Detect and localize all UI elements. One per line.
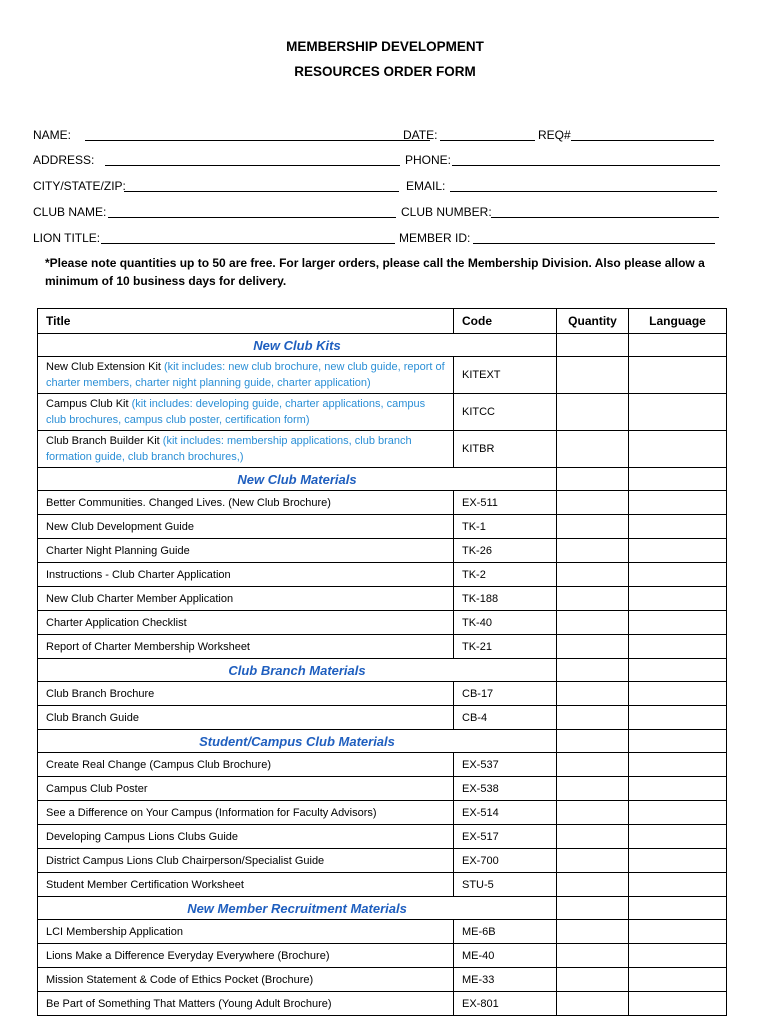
quantity-cell[interactable]	[557, 873, 629, 897]
quantity-cell[interactable]	[557, 611, 629, 635]
date-label: DATE:	[403, 128, 438, 142]
header-language: Language	[629, 309, 727, 334]
item-title-cell	[38, 753, 454, 777]
form-title-line-1: MEMBERSHIP DEVELOPMENT	[286, 39, 484, 54]
item-title: Campus Club Poster	[46, 782, 148, 795]
club-name-field[interactable]	[108, 217, 396, 218]
item-code: TK-1	[454, 515, 557, 539]
table-header-row	[38, 309, 727, 334]
table-row	[38, 849, 727, 873]
table-row	[38, 491, 727, 515]
section-heading: Student/Campus Club Materials	[38, 730, 557, 753]
item-title: Charter Application Checklist	[46, 616, 187, 629]
language-cell[interactable]	[629, 825, 727, 849]
quantity-cell[interactable]	[557, 920, 629, 944]
item-title: Be Part of Something That Matters (Young Adult Brochure)	[46, 997, 332, 1010]
quantity-cell[interactable]	[557, 515, 629, 539]
item-code: KITEXT	[454, 357, 557, 394]
table-row	[38, 968, 727, 992]
item-title-cell	[38, 539, 454, 563]
item-code: EX-517	[454, 825, 557, 849]
section-row	[38, 468, 727, 491]
quantity-cell[interactable]	[557, 491, 629, 515]
item-code: EX-537	[454, 753, 557, 777]
language-cell[interactable]	[629, 611, 727, 635]
item-title-cell	[38, 394, 454, 431]
order-table	[37, 308, 727, 1016]
section-spacer-cell	[557, 334, 629, 357]
language-cell[interactable]	[629, 753, 727, 777]
field-row-lion	[33, 228, 723, 248]
item-code: ME-33	[454, 968, 557, 992]
header-quantity: Quantity	[557, 309, 629, 334]
table-row	[38, 587, 727, 611]
item-code: ME-40	[454, 944, 557, 968]
section-spacer-cell	[557, 730, 629, 753]
quantity-cell[interactable]	[557, 587, 629, 611]
quantity-cell[interactable]	[557, 944, 629, 968]
item-title: Developing Campus Lions Clubs Guide	[46, 830, 238, 843]
quantity-cell[interactable]	[557, 706, 629, 730]
section-spacer-cell	[629, 897, 727, 920]
club-name-label: CLUB NAME:	[33, 205, 107, 219]
address-field[interactable]	[105, 165, 400, 166]
language-cell[interactable]	[629, 801, 727, 825]
club-number-field[interactable]	[491, 217, 719, 218]
item-title: LCI Membership Application	[46, 925, 183, 938]
quantity-cell[interactable]	[557, 635, 629, 659]
section-heading: New Club Materials	[38, 468, 557, 491]
section-row	[38, 897, 727, 920]
quantity-cell[interactable]	[557, 753, 629, 777]
item-title: New Club Extension Kit	[46, 361, 161, 373]
table-row	[38, 944, 727, 968]
name-label: NAME:	[33, 128, 72, 142]
quantity-cell[interactable]	[557, 431, 629, 468]
language-cell[interactable]	[629, 587, 727, 611]
language-cell[interactable]	[629, 563, 727, 587]
table-row	[38, 682, 727, 706]
item-code: TK-21	[454, 635, 557, 659]
language-cell[interactable]	[629, 992, 727, 1016]
quantity-cell[interactable]	[557, 539, 629, 563]
quantity-cell[interactable]	[557, 777, 629, 801]
section-row	[38, 334, 727, 357]
item-title: Create Real Change (Campus Club Brochure)	[46, 758, 271, 771]
item-code: TK-26	[454, 539, 557, 563]
language-cell[interactable]	[629, 777, 727, 801]
kit-contents-note: (kit includes: new club brochure, new club guide, report of charter members, charter night planning guide, charter application)	[46, 361, 445, 389]
quantity-cell[interactable]	[557, 394, 629, 431]
quantity-cell[interactable]	[557, 849, 629, 873]
club-number-label: CLUB NUMBER:	[401, 205, 492, 219]
item-title-cell	[38, 587, 454, 611]
item-title-cell	[38, 801, 454, 825]
field-row-name	[33, 125, 723, 145]
item-title: See a Difference on Your Campus (Information for Faculty Advisors)	[46, 806, 377, 819]
section-spacer-cell	[557, 897, 629, 920]
item-code: ME-6B	[454, 920, 557, 944]
item-title: Lions Make a Difference Everyday Everywhere (Brochure)	[46, 949, 330, 962]
item-title-cell	[38, 515, 454, 539]
item-title: Instructions - Club Charter Application	[46, 568, 231, 581]
language-cell[interactable]	[629, 849, 727, 873]
section-row	[38, 730, 727, 753]
item-title-cell	[38, 563, 454, 587]
quantity-cell[interactable]	[557, 801, 629, 825]
phone-label: PHONE:	[405, 153, 452, 167]
member-id-field[interactable]	[473, 243, 715, 244]
item-code: TK-40	[454, 611, 557, 635]
item-title-cell	[38, 944, 454, 968]
order-table-body	[38, 334, 727, 1016]
item-title-cell	[38, 968, 454, 992]
language-cell[interactable]	[629, 873, 727, 897]
email-field[interactable]	[450, 191, 717, 192]
section-row	[38, 659, 727, 682]
item-title: Campus Club Kit	[46, 398, 129, 410]
section-spacer-cell	[557, 468, 629, 491]
item-title-cell	[38, 825, 454, 849]
item-title: Better Communities. Changed Lives. (New Club Brochure)	[46, 496, 331, 509]
req-field[interactable]	[571, 140, 714, 141]
quantity-cell[interactable]	[557, 968, 629, 992]
section-spacer-cell	[629, 730, 727, 753]
table-row	[38, 635, 727, 659]
section-spacer-cell	[629, 468, 727, 491]
item-title-cell	[38, 682, 454, 706]
item-title-cell	[38, 992, 454, 1016]
table-row	[38, 431, 727, 468]
date-field[interactable]	[440, 140, 535, 141]
item-code: EX-801	[454, 992, 557, 1016]
address-label: ADDRESS:	[33, 153, 95, 167]
table-row	[38, 563, 727, 587]
item-title: Club Branch Guide	[46, 711, 139, 724]
language-cell[interactable]	[629, 944, 727, 968]
item-code: EX-538	[454, 777, 557, 801]
quantity-cell[interactable]	[557, 563, 629, 587]
item-title: Club Branch Brochure	[46, 687, 155, 700]
section-heading: New Member Recruitment Materials	[38, 897, 557, 920]
item-code: CB-17	[454, 682, 557, 706]
name-field[interactable]	[85, 140, 430, 141]
section-spacer-cell	[557, 659, 629, 682]
section-heading: Club Branch Materials	[38, 659, 557, 682]
item-title-cell	[38, 777, 454, 801]
item-code: STU-5	[454, 873, 557, 897]
item-code: KITBR	[454, 431, 557, 468]
language-cell[interactable]	[629, 491, 727, 515]
item-code: EX-511	[454, 491, 557, 515]
table-row	[38, 825, 727, 849]
item-title: District Campus Lions Club Chairperson/Specialist Guide	[46, 854, 325, 867]
section-spacer-cell	[629, 659, 727, 682]
quantity-note: *Please note quantities up to 50 are free. For larger orders, please call the Membership Division. Also please allow a minimum of 10 business days for delivery.	[45, 256, 705, 288]
item-code: TK-2	[454, 563, 557, 587]
item-title-cell	[38, 873, 454, 897]
item-code: EX-514	[454, 801, 557, 825]
item-title-cell	[38, 635, 454, 659]
item-title-cell	[38, 431, 454, 468]
table-row	[38, 873, 727, 897]
item-title: Student Member Certification Worksheet	[46, 878, 244, 891]
item-title-cell	[38, 849, 454, 873]
field-row-city	[33, 176, 723, 196]
header-title: Title	[38, 309, 454, 334]
item-code: CB-4	[454, 706, 557, 730]
field-row-club	[33, 202, 723, 222]
item-title: Report of Charter Membership Worksheet	[46, 640, 250, 653]
form-title-line-2: RESOURCES ORDER FORM	[294, 64, 476, 79]
quantity-cell[interactable]	[557, 682, 629, 706]
lion-title-field[interactable]	[101, 243, 395, 244]
kit-contents-note: (kit includes: developing guide, charter applications, campus club brochures, campus club poster, certification form)	[46, 398, 426, 426]
language-cell[interactable]	[629, 394, 727, 431]
section-heading: New Club Kits	[38, 334, 557, 357]
language-cell[interactable]	[629, 635, 727, 659]
item-title-cell	[38, 357, 454, 394]
section-spacer-cell	[629, 334, 727, 357]
table-row	[38, 920, 727, 944]
lion-title-label: LION TITLE:	[33, 231, 101, 245]
item-title-cell	[38, 611, 454, 635]
member-id-label: MEMBER ID:	[399, 231, 471, 245]
language-cell[interactable]	[629, 357, 727, 394]
quantity-cell[interactable]	[557, 357, 629, 394]
item-code: EX-700	[454, 849, 557, 873]
table-row	[38, 753, 727, 777]
table-row	[38, 515, 727, 539]
item-title-cell	[38, 920, 454, 944]
quantity-cell[interactable]	[557, 825, 629, 849]
table-row	[38, 611, 727, 635]
table-row	[38, 992, 727, 1016]
table-row	[38, 394, 727, 431]
item-code: KITCC	[454, 394, 557, 431]
phone-field[interactable]	[452, 165, 720, 166]
quantity-cell[interactable]	[557, 992, 629, 1016]
table-row	[38, 777, 727, 801]
field-row-address	[33, 150, 723, 170]
item-title-cell	[38, 491, 454, 515]
item-code: TK-188	[454, 587, 557, 611]
language-cell[interactable]	[629, 539, 727, 563]
item-title-cell	[38, 706, 454, 730]
header-code: Code	[454, 309, 557, 334]
language-cell[interactable]	[629, 682, 727, 706]
email-label: EMAIL:	[406, 179, 446, 193]
kit-contents-note: (kit includes: membership applications, club branch formation guide, club branch brochures,)	[46, 435, 412, 463]
item-title: Charter Night Planning Guide	[46, 544, 190, 557]
language-cell[interactable]	[629, 968, 727, 992]
item-title: New Club Charter Member Application	[46, 592, 234, 605]
table-row	[38, 706, 727, 730]
table-row	[38, 801, 727, 825]
language-cell[interactable]	[629, 920, 727, 944]
item-title: Mission Statement & Code of Ethics Pocket (Brochure)	[46, 973, 314, 986]
table-row	[38, 539, 727, 563]
item-title: New Club Development Guide	[46, 520, 194, 533]
city-state-zip-label: CITY/STATE/ZIP:	[33, 179, 126, 193]
city-state-zip-field[interactable]	[124, 191, 399, 192]
language-cell[interactable]	[629, 706, 727, 730]
item-title: Club Branch Builder Kit	[46, 435, 160, 447]
language-cell[interactable]	[629, 515, 727, 539]
table-row	[38, 357, 727, 394]
language-cell[interactable]	[629, 431, 727, 468]
req-label: REQ#	[538, 128, 571, 142]
